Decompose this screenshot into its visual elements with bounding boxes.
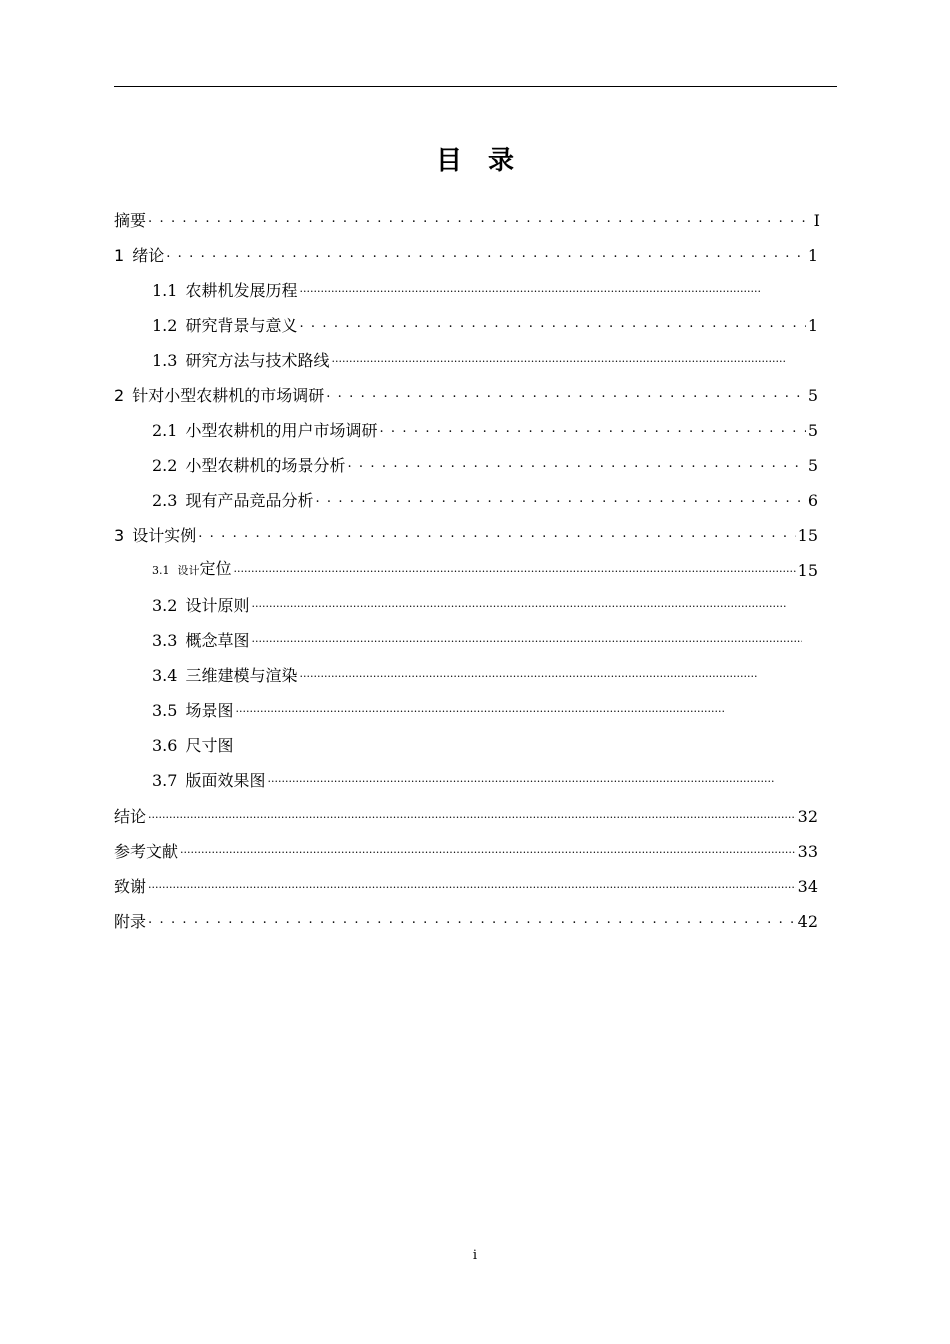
toc-label bbox=[152, 455, 345, 477]
toc-title: 版面效果图 bbox=[185, 771, 266, 790]
toc-entry-3-1[interactable] bbox=[152, 558, 818, 582]
toc-entry-1-2[interactable] bbox=[152, 313, 818, 337]
toc-label: 致谢 bbox=[114, 877, 147, 896]
toc-num: 1.3 bbox=[152, 351, 178, 370]
toc-num: 2 bbox=[114, 386, 125, 405]
toc-entry-appendix[interactable] bbox=[114, 909, 818, 933]
toc-label bbox=[114, 245, 164, 267]
toc-num: 2.3 bbox=[152, 491, 178, 510]
toc-label bbox=[152, 735, 233, 757]
toc-label: 参考文献 bbox=[114, 842, 179, 861]
toc-leader bbox=[148, 210, 808, 232]
toc-title: 场景图 bbox=[185, 701, 234, 720]
toc-leader bbox=[299, 280, 762, 302]
toc-page: 1 bbox=[807, 316, 818, 335]
toc-label: 结论 bbox=[114, 807, 147, 826]
toc-num: 3 bbox=[114, 526, 125, 545]
toc-page: Ⅰ bbox=[813, 211, 820, 230]
toc-leader bbox=[148, 911, 796, 933]
toc-page: 32 bbox=[797, 807, 818, 826]
toc-title: 三维建模与渲染 bbox=[185, 666, 298, 685]
toc-entry-2-1[interactable] bbox=[152, 418, 818, 442]
toc-title: 概念草图 bbox=[185, 631, 250, 650]
toc-entry-3-5[interactable] bbox=[152, 698, 736, 722]
toc-title: 小型农耕机的场景分析 bbox=[185, 456, 346, 475]
toc-entry-references[interactable] bbox=[114, 839, 818, 863]
toc-label bbox=[152, 280, 297, 302]
toc-entry-chapter-3[interactable] bbox=[114, 523, 818, 547]
toc-label bbox=[152, 630, 249, 652]
toc-label bbox=[114, 385, 324, 407]
toc-num: 1 bbox=[114, 246, 125, 265]
toc-leader bbox=[166, 245, 806, 267]
toc-num: 3.4 bbox=[152, 666, 178, 685]
toc-leader bbox=[331, 350, 786, 372]
toc-page: 42 bbox=[797, 912, 818, 931]
toc-entry-conclusion[interactable] bbox=[114, 804, 818, 828]
toc-entry-acknowledgements[interactable] bbox=[114, 874, 818, 898]
toc-leader bbox=[234, 560, 796, 582]
toc-label bbox=[152, 700, 233, 722]
toc-page: 5 bbox=[807, 421, 818, 440]
page-title bbox=[0, 143, 950, 179]
toc-label bbox=[152, 420, 377, 442]
toc-leader bbox=[180, 841, 796, 863]
toc-label bbox=[152, 558, 232, 582]
toc-label bbox=[152, 490, 313, 512]
toc-title: 研究背景与意义 bbox=[185, 316, 298, 335]
toc-entry-abstract[interactable] bbox=[114, 208, 820, 232]
toc-leader bbox=[267, 770, 774, 792]
toc-title: 绪论 bbox=[132, 246, 165, 265]
toc-num: 3.6 bbox=[152, 736, 178, 755]
toc-num: 1.2 bbox=[152, 316, 178, 335]
toc-leader bbox=[251, 595, 786, 617]
footer-page-number: i bbox=[472, 1248, 478, 1263]
toc-leader bbox=[379, 420, 805, 442]
toc-leader bbox=[251, 630, 802, 652]
toc-label: 摘要 bbox=[114, 211, 147, 230]
toc-label: 附录 bbox=[114, 912, 147, 931]
toc-leader bbox=[299, 665, 758, 687]
toc-entry-3-4[interactable] bbox=[152, 663, 770, 687]
toc-entry-3-7[interactable] bbox=[152, 768, 786, 792]
title-char-1: 目 bbox=[435, 146, 462, 176]
toc-leader bbox=[347, 455, 805, 477]
toc-entry-3-6[interactable] bbox=[152, 733, 352, 757]
toc-page: 34 bbox=[797, 877, 818, 896]
toc-page: 15 bbox=[797, 561, 818, 580]
toc-leader bbox=[148, 876, 796, 898]
toc-title: 设计原则 bbox=[185, 596, 250, 615]
toc-label bbox=[114, 525, 196, 547]
toc-num: 1.1 bbox=[152, 281, 178, 300]
title-char-2: 录 bbox=[488, 146, 515, 176]
toc-page: 33 bbox=[797, 842, 818, 861]
toc-num: 3.7 bbox=[152, 771, 178, 790]
toc-title: 尺寸图 bbox=[185, 736, 234, 755]
toc-leader bbox=[315, 490, 805, 512]
toc-leader bbox=[235, 700, 724, 722]
toc-num: 2.1 bbox=[152, 421, 178, 440]
toc-label bbox=[152, 770, 265, 792]
toc-leader bbox=[198, 525, 795, 547]
toc-label bbox=[152, 665, 297, 687]
toc-entry-3-2[interactable] bbox=[152, 593, 798, 617]
toc-title: 小型农耕机的用户市场调研 bbox=[185, 421, 378, 440]
toc-page: 1 bbox=[807, 246, 818, 265]
toc-num: 3.5 bbox=[152, 701, 178, 720]
toc-label bbox=[152, 595, 249, 617]
toc-entry-1-3[interactable] bbox=[152, 348, 798, 372]
toc-entry-2-3[interactable] bbox=[152, 488, 818, 512]
toc-entry-chapter-2[interactable] bbox=[114, 383, 818, 407]
toc-page: 5 bbox=[807, 456, 818, 475]
toc-leader bbox=[299, 315, 805, 337]
toc-leader bbox=[326, 385, 806, 407]
toc-label bbox=[152, 350, 329, 372]
toc-title: 研究方法与技术路线 bbox=[185, 351, 330, 370]
toc-leader bbox=[148, 806, 796, 828]
toc-entry-2-2[interactable] bbox=[152, 453, 818, 477]
toc-page: 6 bbox=[807, 491, 818, 510]
toc-num: 3.1 bbox=[152, 564, 170, 577]
toc-title: 设计实例 bbox=[132, 526, 197, 545]
toc-entry-chapter-1[interactable] bbox=[114, 243, 818, 267]
toc-entry-1-1[interactable] bbox=[152, 278, 774, 302]
toc-label bbox=[152, 315, 297, 337]
toc-title: 定位 bbox=[199, 559, 232, 578]
toc-page: 15 bbox=[797, 526, 818, 545]
toc-title: 农耕机发展历程 bbox=[185, 281, 298, 300]
toc-entry-3-3[interactable] bbox=[152, 628, 814, 652]
toc-title: 现有产品竞品分析 bbox=[185, 491, 314, 510]
toc-title-small: 设计 bbox=[177, 564, 200, 577]
toc-num: 2.2 bbox=[152, 456, 178, 475]
toc-title: 针对小型农耕机的市场调研 bbox=[132, 386, 325, 405]
toc-num: 3.2 bbox=[152, 596, 178, 615]
toc-page: 5 bbox=[807, 386, 818, 405]
header-rule bbox=[114, 86, 837, 87]
toc-num: 3.3 bbox=[152, 631, 178, 650]
